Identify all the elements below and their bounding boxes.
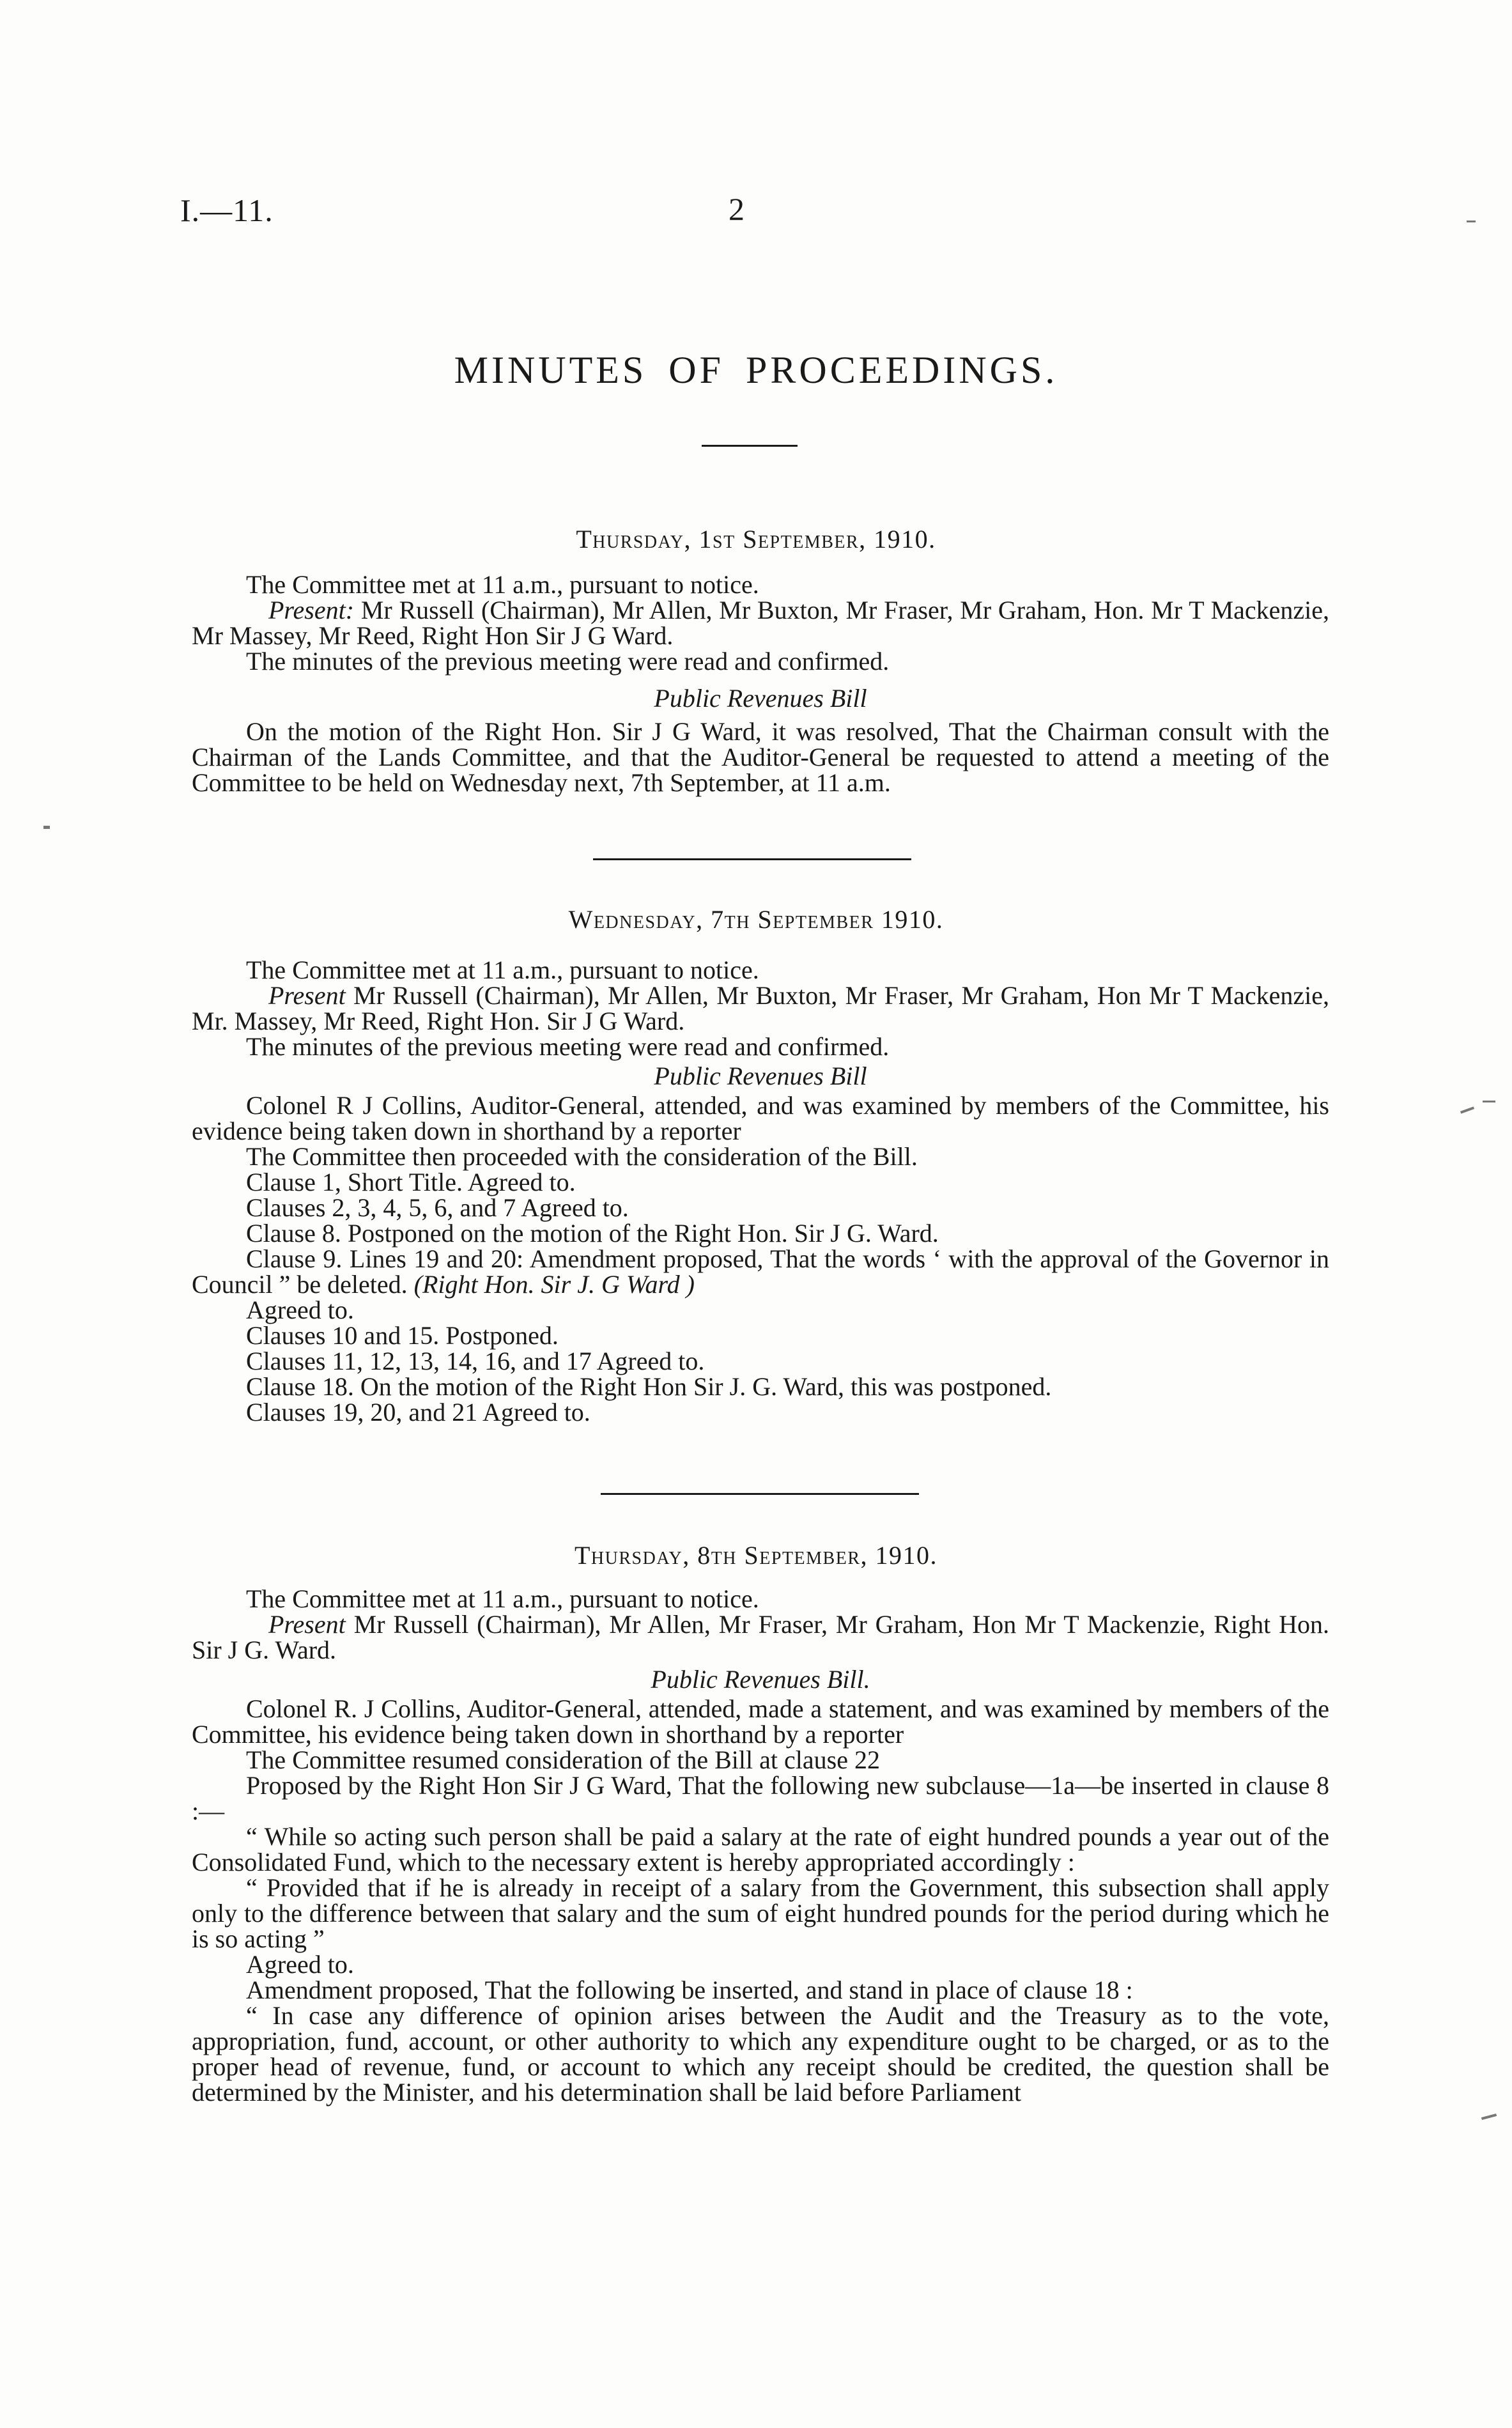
minute-paragraph: Clauses 2, 3, 4, 5, 6, and 7 Agreed to. xyxy=(246,1193,629,1222)
minute-paragraph: Amendment proposed, That the following be inserted, and stand in place of clause 18 : xyxy=(246,1976,1133,2004)
section-date: Wednesday, 7th September 1910. xyxy=(568,905,944,934)
minute-paragraph: The Committee resumed consideration of the Bill at clause 22 xyxy=(246,1745,880,1774)
quoted-paragraph: “ Provided that if he is already in receipt of a salary from the Government, this subsection shall apply only to the difference between that salary and the sum of eight hundred pounds for the period during which he is so acting ” xyxy=(192,1873,1329,1953)
subject-heading: Public Revenues Bill. xyxy=(651,1665,870,1694)
section-body xyxy=(192,1586,1329,2105)
present-list: Mr Russell (Chairman), Mr Allen, Mr Buxton, Mr Fraser, Mr Graham, Hon. Mr T Mackenzie, Mr Massey, Mr Reed, Right Hon Sir J G Ward. xyxy=(192,596,1330,650)
minute-paragraph: Proposed by the Right Hon Sir J G Ward, That the following new subclause—1a—be inserted in clause 8 :— xyxy=(192,1771,1329,1825)
section-date: Thursday, 1st September, 1910. xyxy=(576,525,936,553)
minute-paragraph: Colonel R. J Collins, Auditor-General, attended, made a statement, and was examined by members of the Committee, his evidence being taken down in shorthand by a reporter xyxy=(192,1694,1329,1749)
scan-mark xyxy=(1467,220,1476,222)
scan-mark xyxy=(1481,2114,1497,2120)
meeting-statement: The Committee met at 11 a.m., pursuant to notice. xyxy=(246,955,759,984)
quoted-paragraph: “ In case any difference of opinion arises between the Audit and the Treasury as to the vote, appropriation, fund, account, or other authority to which any expenditure ought to be charged, or as to the proper head of revenue, fund, or account to which any receipt should be credited, the question shall be determined by the Minister, and his determination shall be laid before Parliament xyxy=(192,2001,1329,2107)
minute-paragraph: Clause 8. Postponed on the motion of the Right Hon. Sir J G. Ward. xyxy=(246,1219,939,1248)
resolution-paragraph: On the motion of the Right Hon. Sir J G Ward, it was resolved, That the Chairman consult with the Chairman of the Lands Committee, and that the Auditor-General be requested to attend a meeting of the Committee to be held on Wednesday next, 7th September, at 11 a.m. xyxy=(192,717,1329,797)
section-body xyxy=(192,957,1329,1425)
present-label: Present: xyxy=(268,596,355,624)
minute-paragraph: Clause 1, Short Title. Agreed to. xyxy=(246,1168,576,1196)
minute-paragraph: Clauses 10 and 15. Postponed. xyxy=(246,1321,559,1350)
subject-heading: Public Revenues Bill xyxy=(654,684,867,713)
present-label: Present xyxy=(268,981,346,1010)
mover-attribution: (Right Hon. Sir J. G Ward ) xyxy=(413,1270,695,1299)
title-divider xyxy=(702,445,798,447)
paper-reference: I.—11. xyxy=(180,192,274,228)
minute-paragraph: Colonel R J Collins, Auditor-General, attended, and was examined by members of the Committee, his evidence being taken down in shorthand by a reporter xyxy=(192,1091,1329,1145)
section-date: Thursday, 8th September, 1910. xyxy=(574,1541,938,1570)
present-label: Present xyxy=(268,1610,346,1639)
section-divider xyxy=(593,858,911,860)
minute-paragraph: Clauses 11, 12, 13, 14, 16, and 17 Agreed to. xyxy=(246,1347,705,1375)
minute-paragraph: Clause 18. On the motion of the Right Hon Sir J. G. Ward, this was postponed. xyxy=(246,1372,1052,1401)
attendance xyxy=(192,598,1329,649)
minutes-confirmed: The minutes of the previous meeting were read and confirmed. xyxy=(246,1032,890,1061)
page-title: MINUTES OF PROCEEDINGS. xyxy=(454,349,1058,391)
minute-paragraph: The Committee then proceeded with the consideration of the Bill. xyxy=(246,1142,918,1171)
present-list: Mr Russell (Chairman), Mr Allen, Mr Buxton, Mr Fraser, Mr Graham, Hon Mr T Mackenzie, Mr. Massey, Mr Reed, Right Hon. Sir J G Ward. xyxy=(192,981,1330,1035)
attendance xyxy=(192,1612,1329,1663)
meeting-statement: The Committee met at 11 a.m., pursuant to notice. xyxy=(246,570,759,599)
minute-paragraph: Clauses 19, 20, and 21 Agreed to. xyxy=(246,1398,590,1427)
amendment-text: Clause 9. Lines 19 and 20: Amendment proposed, That the words ‘ with the approval of the Governor in Council ” be deleted. xyxy=(192,1244,1329,1299)
minute-paragraph: Agreed to. xyxy=(246,1295,354,1324)
minute-paragraph xyxy=(192,1246,1329,1297)
scan-mark xyxy=(1483,1101,1495,1102)
scan-mark xyxy=(1460,1106,1474,1113)
section-body xyxy=(192,572,1329,796)
minute-paragraph: Agreed to. xyxy=(246,1950,354,1979)
present-list: Mr Russell (Chairman), Mr Allen, Mr Fraser, Mr Graham, Hon Mr T Mackenzie, Right Hon. Sir J G. Ward. xyxy=(192,1610,1329,1664)
section-divider xyxy=(601,1493,919,1495)
meeting-statement: The Committee met at 11 a.m., pursuant to notice. xyxy=(246,1584,759,1613)
page-number: 2 xyxy=(729,191,744,227)
quoted-paragraph: “ While so acting such person shall be paid a salary at the rate of eight hundred pounds a year out of the Consolidated Fund, which to the necessary extent is hereby appropriated accordingly : xyxy=(192,1822,1329,1876)
scan-mark xyxy=(43,826,50,829)
attendance xyxy=(192,983,1329,1034)
subject-heading: Public Revenues Bill xyxy=(654,1062,867,1090)
minutes-confirmed: The minutes of the previous meeting were read and confirmed. xyxy=(246,647,890,676)
